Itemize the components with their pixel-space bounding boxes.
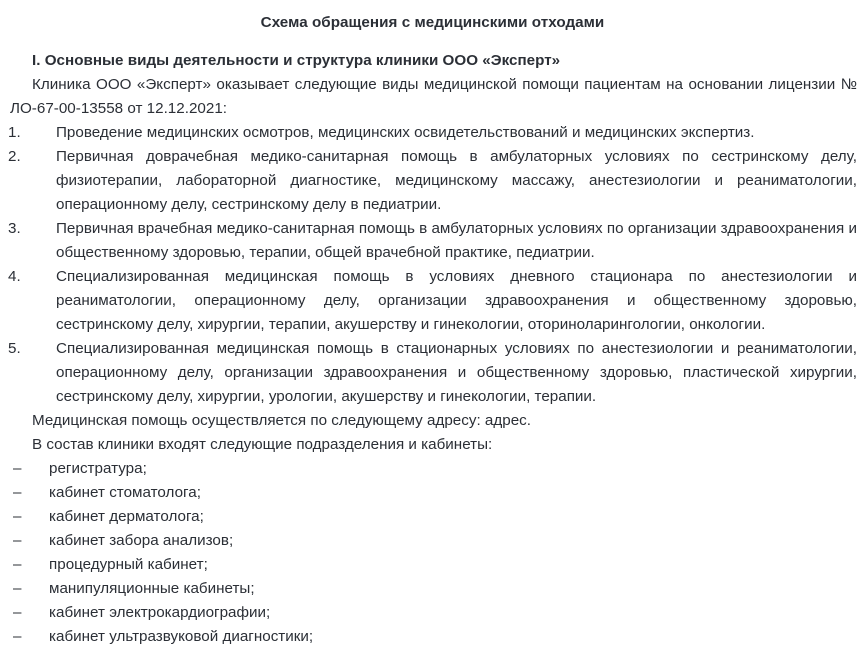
activities-list (10, 121, 857, 409)
list-item (10, 481, 857, 505)
list-item (10, 145, 857, 217)
list-item (10, 121, 857, 145)
dash-marker: – (13, 604, 22, 621)
list-item-text: кабинет забора анализов; (49, 532, 234, 549)
list-marker: 4. (8, 268, 21, 285)
list-item (10, 337, 857, 409)
list-item-text: кабинет электрокардиографии; (49, 604, 271, 621)
list-item-text: манипуляционные кабинеты; (49, 580, 255, 597)
list-item-text: кабинет ультразвуковой диагностики; (49, 628, 314, 645)
page-title: Схема обращения с медицинскими отходами (260, 14, 605, 31)
units-lead-paragraph: В состав клиники входят следующие подразделения и кабинеты: (32, 436, 493, 453)
dash-marker: – (13, 508, 22, 525)
units-list (10, 457, 857, 649)
list-item (10, 265, 857, 337)
dash-marker: – (13, 556, 22, 573)
list-item (10, 217, 857, 265)
list-item-text: Специализированная медицинская помощь в условиях дневного стационара по анестезиологии и реаниматологии, операционному делу, организации здравоохранения и общественному здоровью, сестринскому делу, хирургии, терапии, акушерству и гинекологии, оториноларингологии, онкологии. (56, 268, 857, 333)
intro-paragraph: Клиника ООО «Эксперт» оказывает следующие виды медицинской помощи пациентам на основании лицензии № ЛО-67-00-13558 от 12.12.2021: (10, 76, 857, 117)
list-item (10, 577, 857, 601)
section-heading-i: I. Основные виды деятельности и структура клиники ООО «Эксперт» (32, 52, 561, 69)
list-marker: 2. (8, 148, 21, 165)
document-page (0, 12, 865, 645)
list-marker: 3. (8, 220, 21, 237)
dash-marker: – (13, 532, 22, 549)
list-item (10, 529, 857, 553)
list-item-text: Первичная доврачебная медико-санитарная помощь в амбулаторных условиях по сестринскому делу, физиотерапии, лабораторной диагностике, медицинскому массажу, анестезиологии и реаниматологии, операционному делу, сестринскому делу в педиатрии. (56, 148, 857, 213)
list-item-text: кабинет дерматолога; (49, 508, 204, 525)
dash-marker: – (13, 460, 22, 477)
dash-marker: – (13, 484, 22, 501)
dash-marker: – (13, 580, 22, 597)
list-item-text: Первичная врачебная медико-санитарная помощь в амбулаторных условиях по организации здравоохранения и общественному здоровью, терапии, общей врачебной практике, педиатрии. (56, 220, 857, 261)
list-item (10, 625, 857, 649)
list-item-text: Проведение медицинских осмотров, медицинских освидетельствований и медицинских экспертиз. (56, 124, 755, 141)
list-item-text: регистратура; (49, 460, 147, 477)
document-body (0, 49, 865, 649)
dash-marker: – (13, 628, 22, 645)
address-paragraph: Медицинская помощь осуществляется по следующему адресу: адрес. (32, 412, 531, 429)
list-item-text: кабинет стоматолога; (49, 484, 201, 501)
list-item (10, 601, 857, 625)
list-marker: 1. (8, 124, 21, 141)
list-item (10, 457, 857, 481)
list-item (10, 505, 857, 529)
list-marker: 5. (8, 340, 21, 357)
list-item-text: Специализированная медицинская помощь в стационарных условиях по анестезиологии и реаниматологии, операционному делу, организации здравоохранения и общественному здоровью, пластической хирургии, сестринскому делу, хирургии, урологии, акушерству и гинекологии, терапии. (56, 340, 857, 405)
list-item (10, 553, 857, 577)
list-item-text: процедурный кабинет; (49, 556, 208, 573)
